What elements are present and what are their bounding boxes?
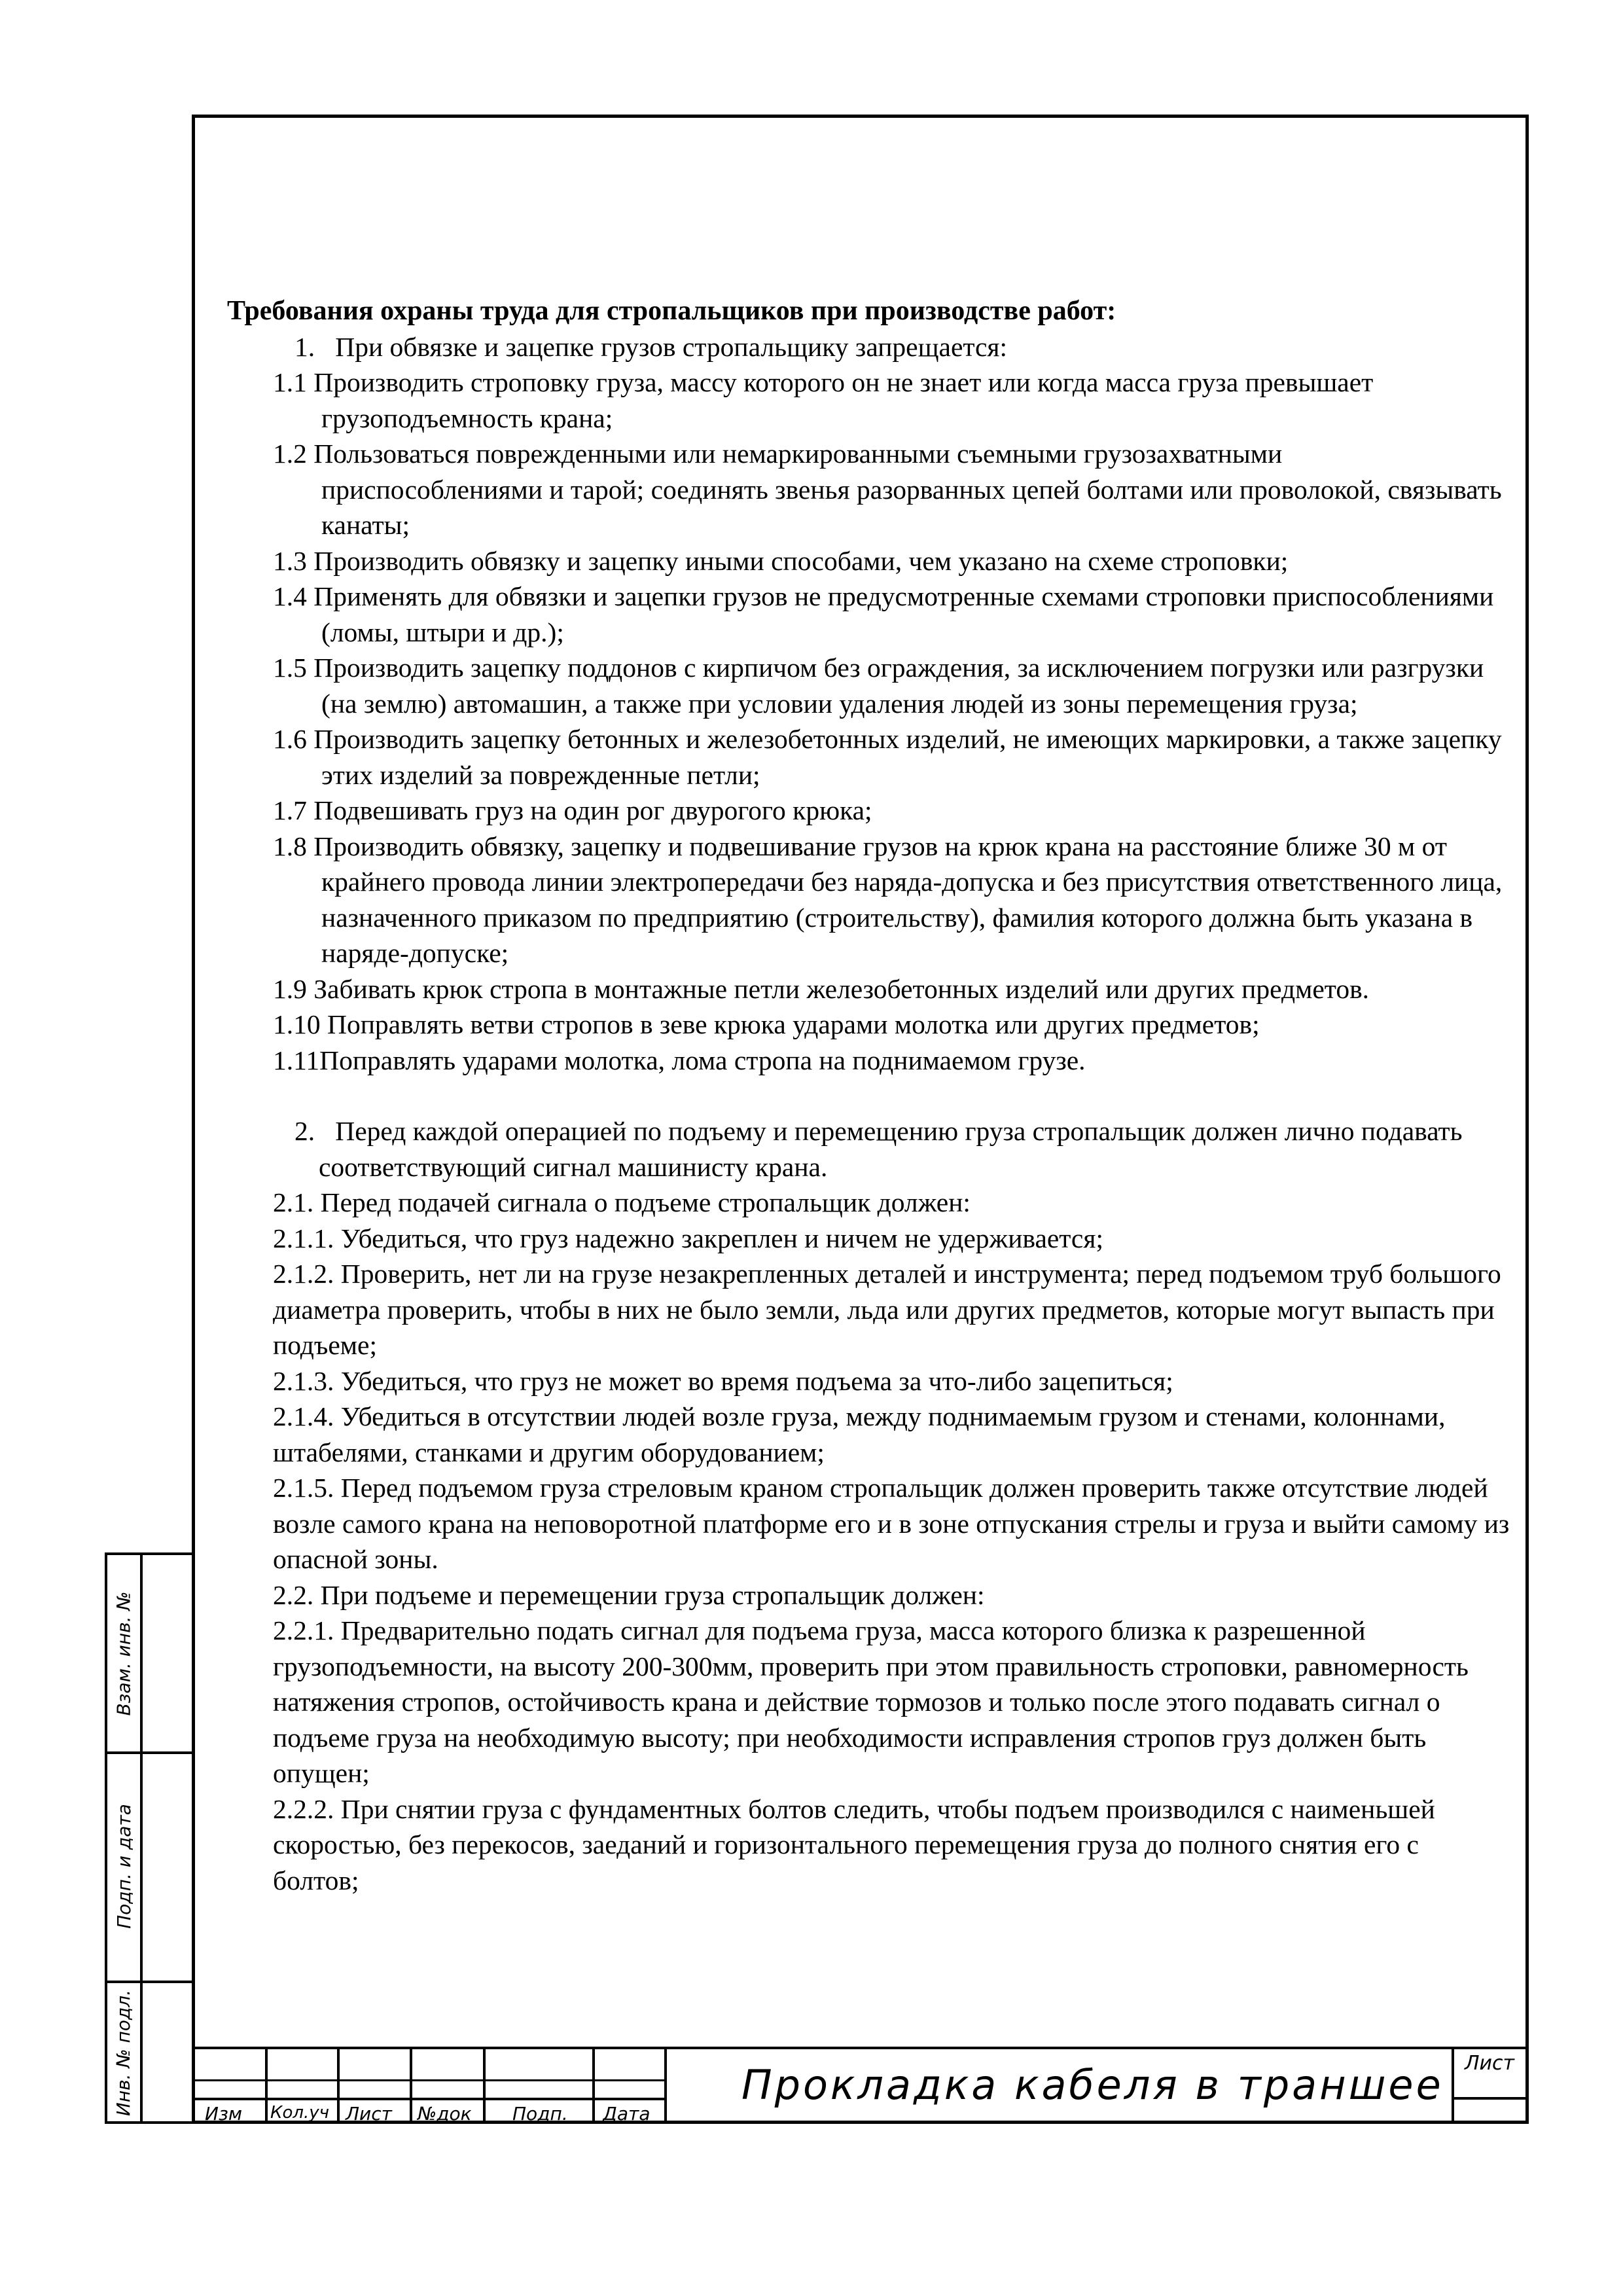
title-block-col-line	[337, 2047, 340, 2124]
list-item-number: 1.11	[273, 1045, 320, 1075]
section-2-list	[227, 1185, 1510, 1898]
list-item-text: Производить зацепку бетонных и железобетонных изделий, не имеющих маркировки, а также зацепку этих изделий за поврежденные петли;	[313, 724, 1502, 790]
title-block-col-line	[410, 2047, 412, 2124]
list-item	[273, 436, 1510, 543]
sheet-label: Лист	[1465, 2052, 1515, 2075]
list-item-number: 1.4	[273, 581, 307, 611]
list-item-text: Производить зацепку поддонов с кирпичом без ограждения, за исключением погрузки или разгрузки (на землю) автомашин, а также при условии удаления людей из зоны перемещения груза;	[313, 653, 1484, 719]
document-body	[227, 293, 1510, 1898]
data-label: Дата	[603, 2103, 651, 2125]
list-item-text: Производить обвязку, зацепку и подвешивание грузов на крюк крана на расстояние ближе 30 м от крайнего провода линии электропередачи без наряда-допуска и без присутствия ответственного лица, назначенного приказом по предприятию (строительству), фамилия которого должна быть указана в наряде-допуске;	[313, 831, 1503, 968]
title-block	[192, 2047, 1529, 2124]
section-2-text: Перед каждой операцией по подъему и перемещению груза стропальщик должен лично подавать соответствующий сигнал машинисту крана.	[319, 1116, 1463, 1182]
document-heading: Требования охраны труда для стропальщиков при производстве работ:	[227, 296, 1116, 326]
section-gap	[227, 1078, 1510, 1113]
paragraph: 2.1.5. Перед подъемом груза стреловым краном стропальщик должен проверить также отсутствие людей возле самого крана на неповоротной платформе его и в зоне отпускания стрелы и груза и выйти самому из опасной зоны.	[273, 1473, 1510, 1574]
paragraph: 2.1.2. Проверить, нет ли на грузе незакрепленных деталей и инструмента; перед подъемом труб большого диаметра проверить, чтобы в них не было земли, льда или других предметов, которые могут выпасть при подъеме;	[273, 1259, 1501, 1360]
paragraph: 2.2. При подъеме и перемещении груза стропальщик должен:	[273, 1579, 985, 1610]
title-block-top-line	[192, 2047, 1529, 2049]
vzam-inv-label: Взам. инв. №	[113, 1590, 135, 1716]
list-item-text: Применять для обвязки и зацепки грузов не предусмотренные схемами строповки приспособлениями (ломы, штыри и др.);	[313, 581, 1494, 647]
list-item-text: Производить обвязку и зацепку иными способами, чем указано на схеме строповки;	[313, 545, 1289, 576]
list-item	[273, 329, 1510, 365]
section-1-list	[227, 329, 1510, 1079]
list-item	[273, 721, 1510, 793]
n-dok-label: №док	[418, 2103, 472, 2125]
paragraph: 2.1.3. Убедиться, что груз не может во время подъема за что-либо зацепиться;	[273, 1365, 1173, 1396]
paragraph: 2.2.2. При снятии груза с фундаментных болтов следить, чтобы подъем производился с наименьшей скоростью, без перекосов, заеданий и горизонтального перемещения груза до полного снятия его с болтов;	[273, 1793, 1435, 1895]
title-block-col-line	[483, 2047, 486, 2124]
side-stamp	[105, 1552, 192, 2124]
list-item	[273, 543, 1510, 579]
list-item-number: 1.7	[273, 795, 307, 825]
title-block-col-line	[592, 2047, 595, 2124]
document-title: Прокладка кабеля в траншее	[741, 2061, 1444, 2109]
inv-podl-label: Инв. № подл.	[113, 1989, 135, 2116]
list-item-number: 1.10	[273, 1009, 321, 1039]
title-block-row-line	[192, 2079, 666, 2081]
list-item	[273, 650, 1510, 721]
list-item-number: 1.9	[273, 973, 307, 1004]
list-item-number: 1.5	[273, 653, 307, 683]
list-item	[273, 971, 1510, 1007]
list-item-number: 1.6	[273, 724, 307, 754]
podp-label: Подп.	[512, 2103, 568, 2125]
list-item-number: 1.2	[273, 439, 307, 469]
kol-uch-label: Кол.уч	[270, 2103, 329, 2123]
list-item-text: Поправлять ударами молотка, лома стропа на поднимаемом грузе.	[319, 1045, 1086, 1075]
paragraph: 2.2.1. Предварительно подать сигнал для подъема груза, масса которого близка к разрешенной грузоподъемности, на высоту 200-300мм, проверить при этом правильность строповки, равномерность натяжения стропов, остойчивость крана и действие тормозов и только после этого подавать сигнал о подъеме груза на необходимую высоту; при необходимости исправления стропов груз должен быть опущен;	[273, 1615, 1469, 1788]
list-item	[273, 1043, 1510, 1079]
list-item	[273, 793, 1510, 829]
list-item	[273, 1007, 1510, 1043]
list-item-number: 1.3	[273, 545, 307, 576]
list-item-text: Пользоваться поврежденными или немаркированными съемными грузозахватными приспособлениями и тарой; соединять звенья разорванных цепей болтами или проволокой, связывать канаты;	[313, 439, 1502, 540]
side-stamp-divider	[140, 1555, 143, 2121]
title-block-col-line	[265, 2047, 268, 2124]
list-item-text: Поправлять ветви стропов в зеве крюка ударами молотка или других предметов;	[327, 1009, 1260, 1039]
list-item-text: Производить строповку груза, массу которого он не знает или когда масса груза превышает грузоподъемность крана;	[313, 367, 1374, 433]
list-item	[273, 829, 1510, 971]
title-block-row-line	[192, 2098, 666, 2100]
title-block-col-line	[664, 2047, 667, 2124]
podp-data-label: Подп. и дата	[113, 1803, 135, 1929]
izm-label: Изм	[205, 2103, 242, 2125]
section-2-number: 2.	[294, 1116, 315, 1146]
paragraph: 2.1. Перед подачей сигнала о подъеме стропальщик должен:	[273, 1187, 971, 1217]
list-item-number: 1.1	[273, 367, 307, 397]
list-item	[273, 579, 1510, 650]
list-item-text: Забивать крюк стропа в монтажные петли железобетонных изделий или других предметов.	[313, 973, 1370, 1004]
list-item-number: 1.8	[273, 831, 307, 861]
list-item-number: 1.	[294, 331, 315, 362]
paragraph: 2.1.4. Убедиться в отсутствии людей возле груза, между поднимаемым грузом и стенами, колоннами, штабелями, станками и другим оборудованием;	[273, 1401, 1446, 1467]
list-label: Лист	[346, 2103, 392, 2125]
section-2-title	[273, 1113, 1510, 1185]
list-item	[273, 365, 1510, 436]
list-item-text: При обвязке и зацепке грузов стропальщику запрещается:	[335, 331, 1008, 362]
list-item-text: Подвешивать груз на один рог двурогого крюка;	[313, 795, 872, 825]
paragraph: 2.1.1. Убедиться, что груз надежно закреплен и ничем не удерживается;	[273, 1223, 1103, 1253]
